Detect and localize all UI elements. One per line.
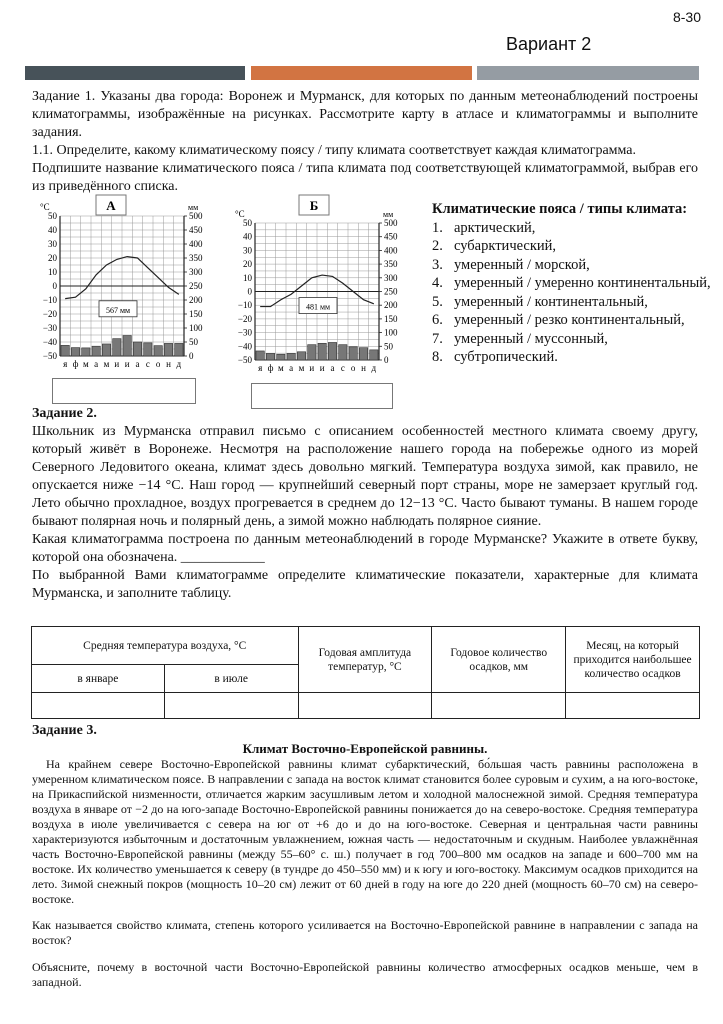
task3-question-2: Объясните, почему в восточной части Восточно-Европейской равнины количество атмосферных осадков меньше, чем в западной.	[32, 960, 698, 989]
svg-text:°C: °C	[40, 202, 50, 212]
svg-text:н: н	[166, 359, 171, 369]
page-number: 8-30	[672, 9, 701, 25]
svg-text:°C: °C	[235, 209, 245, 219]
svg-text:150: 150	[384, 313, 398, 324]
cell-january[interactable]	[32, 693, 165, 719]
legend-item: 6. умеренный / резко континентальный,	[432, 312, 685, 328]
task1-instruction: Подпишите название климатического пояса / типа климата под соответствующей климатограммой, выбрав его из приведённого списка.	[32, 161, 698, 194]
header-july: в июле	[164, 665, 298, 693]
svg-text:200: 200	[384, 300, 398, 311]
task3-text: На крайнем севере Восточно-Европейской равнины климат субарктический, бо́льшая часть равнины расположена в умеренном климатическом поясе. В направлении с запада на восток климат становится более суровым и сухим, а на юго-востоке, на Прикаспийской низменности, отличается жарким засушливым летом и холодной малоснежной зимой. Средняя температура воздуха в январе от −2 до на юго-западе Восточно-Европейской равнины понижается до на северо-востоке. Средняя температура воздуха в июле увеличивается с севера на юг от +6 до и до на юго-востоке. Северная и центральная части равнины характеризуются избыточным и достаточным увлажнением, южная часть — недостаточным и скудным. Наиболее увлажнённая часть Восточно-Европейской равнины (между 55–60° с. ш.) получает в год 700–800 мм осадков на западе и 600–700 мм на востоке. Их количество уменьшается к северу (в тундре до 450–550 мм) и к югу и юго-востоку. Максимум осадков приходится на лето. Зимой снежный покров (мощность 10–20 см) лежит от 60 дней в году на юге до 220 дней (мощность 60–70 см) на северо-востоке.	[32, 757, 698, 906]
svg-text:20: 20	[243, 259, 252, 270]
task1-question-1-1: 1.1. Определите, какому климатическому поясу / типу климата соответствует каждая климатограмма.	[32, 143, 637, 158]
task1-block	[32, 88, 698, 196]
svg-text:50: 50	[384, 341, 393, 352]
svg-text:а: а	[94, 359, 99, 369]
cell-july[interactable]	[164, 693, 298, 719]
svg-text:0: 0	[189, 351, 194, 361]
climate-types-legend	[432, 200, 711, 367]
svg-text:м: м	[82, 359, 89, 369]
svg-text:и: и	[114, 359, 120, 369]
svg-text:500: 500	[384, 218, 398, 228]
task2-letter-text: Школьник из Мурманска отправил письмо с описанием особенностей местного климата своему другу, который живёт в Воронеже. Несмотря на расположение нашего города на побережье одного из морей Северного Ледовитого океана, климат здесь довольно мягкий. Температура воздуха зимой, как правило, не опускается ниже −14 °C. Наш город — крупнейший северный порт страны, море не замерзает круглый год. Лето обычно прохладное, воздух прогревается в среднем до 12−13 °C. Часто бывают туманы. В нашем городе бывают полярная ночь и полярный день, а зимой можно наблюдать полярное сияние.	[32, 424, 698, 529]
svg-text:300: 300	[384, 272, 398, 283]
svg-text:350: 350	[384, 259, 398, 270]
svg-text:0: 0	[384, 355, 389, 365]
svg-text:100: 100	[189, 323, 203, 333]
legend-title: Климатические пояса / типы климата:	[432, 201, 688, 217]
svg-text:с: с	[145, 359, 150, 369]
header-bar-gray	[477, 66, 699, 80]
svg-text:−40: −40	[237, 341, 252, 352]
legend-list	[432, 219, 711, 367]
task3-header	[32, 722, 698, 758]
svg-text:0: 0	[247, 286, 252, 297]
svg-text:и: и	[124, 359, 130, 369]
legend-item: 2. субарктический,	[432, 238, 557, 254]
svg-text:мм: мм	[383, 210, 394, 219]
svg-text:481 мм: 481 мм	[305, 302, 331, 312]
svg-text:500: 500	[189, 211, 203, 221]
svg-text:−20: −20	[237, 313, 252, 324]
header-january: в январе	[32, 665, 165, 693]
svg-text:о: о	[155, 359, 161, 369]
svg-text:30: 30	[243, 245, 252, 256]
svg-text:50: 50	[48, 211, 57, 221]
legend-item: 3. умеренный / морской,	[432, 256, 590, 273]
task3-question-1: Как называется свойство климата, степень которого усиливается на Восточно-Европейской равнине в направлении с запада на восток?	[32, 918, 698, 947]
svg-text:и: и	[319, 363, 325, 373]
svg-text:с: с	[340, 363, 345, 373]
svg-text:ф: ф	[72, 359, 79, 369]
svg-text:450: 450	[384, 231, 398, 242]
svg-text:а: а	[135, 359, 140, 369]
svg-text:−10: −10	[237, 300, 252, 311]
svg-text:м: м	[277, 363, 284, 373]
svg-text:−50: −50	[42, 351, 57, 361]
svg-text:250: 250	[189, 281, 203, 291]
svg-text:40: 40	[48, 225, 57, 235]
legend-item: 1. арктический,	[432, 219, 536, 236]
svg-text:200: 200	[189, 295, 203, 305]
svg-text:40: 40	[243, 231, 252, 242]
cell-amplitude[interactable]	[298, 693, 432, 719]
task2-block	[32, 405, 698, 603]
svg-text:я: я	[258, 363, 263, 373]
header-wettest-month: Месяц, на который приходится наибольшее количество осадков	[566, 627, 700, 693]
svg-text:50: 50	[189, 337, 198, 347]
task2-question: Какая климатограмма построена по данным метеонаблюдений в городе Мурманске? Укажите в ответе букву, которой она обозначена. ____________	[32, 532, 698, 565]
svg-text:30: 30	[48, 239, 57, 249]
variant-title: Вариант 2	[506, 34, 592, 54]
cell-precipitation[interactable]	[432, 693, 566, 719]
murmansk-climate-table	[31, 626, 700, 719]
legend-item: 7. умеренный / муссонный,	[432, 330, 608, 347]
svg-text:ф: ф	[267, 363, 274, 373]
header-amplitude: Годовая амплитуда температур, °C	[298, 627, 432, 693]
header-bar-dark	[25, 66, 245, 80]
svg-text:450: 450	[189, 225, 203, 235]
svg-text:а: а	[289, 363, 294, 373]
svg-text:д: д	[176, 359, 182, 369]
svg-text:20: 20	[48, 253, 57, 263]
svg-text:я: я	[63, 359, 68, 369]
legend-item: 5. умеренный / континентальный,	[432, 293, 648, 310]
cell-wettest-month[interactable]	[566, 693, 700, 719]
task2-table-instruction: По выбранной Вами климатограмме определите климатические показатели, характерные для климата Мурманска, и заполните таблицу.	[32, 568, 698, 601]
svg-text:Б: Б	[309, 198, 319, 213]
svg-text:400: 400	[384, 245, 398, 256]
task1-intro: Задание 1. Указаны два города: Воронеж и Мурманск, для которых по данным метеонаблюдений построены климатограммы, изображённые на рисунках. Рассмотрите карту в атласе и климатограммы и выполните задания.	[32, 89, 698, 140]
svg-text:м: м	[298, 363, 305, 373]
svg-text:−10: −10	[42, 295, 57, 305]
svg-text:а: а	[330, 363, 335, 373]
svg-text:о: о	[350, 363, 356, 373]
svg-text:400: 400	[189, 239, 203, 249]
svg-text:50: 50	[243, 218, 252, 228]
svg-text:м: м	[103, 359, 110, 369]
task3-subtitle: Климат Восточно-Европейской равнины.	[242, 741, 488, 756]
header-avg-temp: Средняя температура воздуха, °C	[32, 627, 299, 665]
svg-text:0: 0	[52, 281, 57, 291]
svg-text:А: А	[106, 198, 116, 213]
task2-title: Задание 2.	[32, 406, 97, 421]
svg-text:−30: −30	[42, 323, 57, 333]
header-bar-orange	[251, 66, 472, 80]
svg-text:300: 300	[189, 267, 203, 277]
climatogram-a	[34, 193, 224, 369]
svg-text:−30: −30	[237, 327, 252, 338]
svg-text:и: и	[309, 363, 315, 373]
svg-text:−50: −50	[237, 355, 252, 365]
svg-text:100: 100	[384, 327, 398, 338]
legend-item: 4. умеренный / умеренно континентальный,	[432, 275, 711, 291]
svg-text:150: 150	[189, 309, 203, 319]
climatogram-b	[229, 193, 419, 373]
legend-item: 8. субтропический.	[432, 349, 558, 365]
task3-title: Задание 3.	[32, 723, 97, 738]
svg-text:10: 10	[243, 272, 252, 283]
svg-text:250: 250	[384, 286, 398, 297]
svg-text:10: 10	[48, 267, 57, 277]
svg-text:д: д	[371, 363, 377, 373]
svg-text:350: 350	[189, 253, 203, 263]
svg-text:н: н	[361, 363, 366, 373]
svg-text:мм: мм	[188, 203, 199, 212]
answer-box-a[interactable]	[52, 378, 196, 404]
svg-text:−20: −20	[42, 309, 57, 319]
svg-text:567 мм: 567 мм	[105, 305, 131, 315]
svg-text:−40: −40	[42, 337, 57, 347]
header-precipitation: Годовое количество осадков, мм	[432, 627, 566, 693]
